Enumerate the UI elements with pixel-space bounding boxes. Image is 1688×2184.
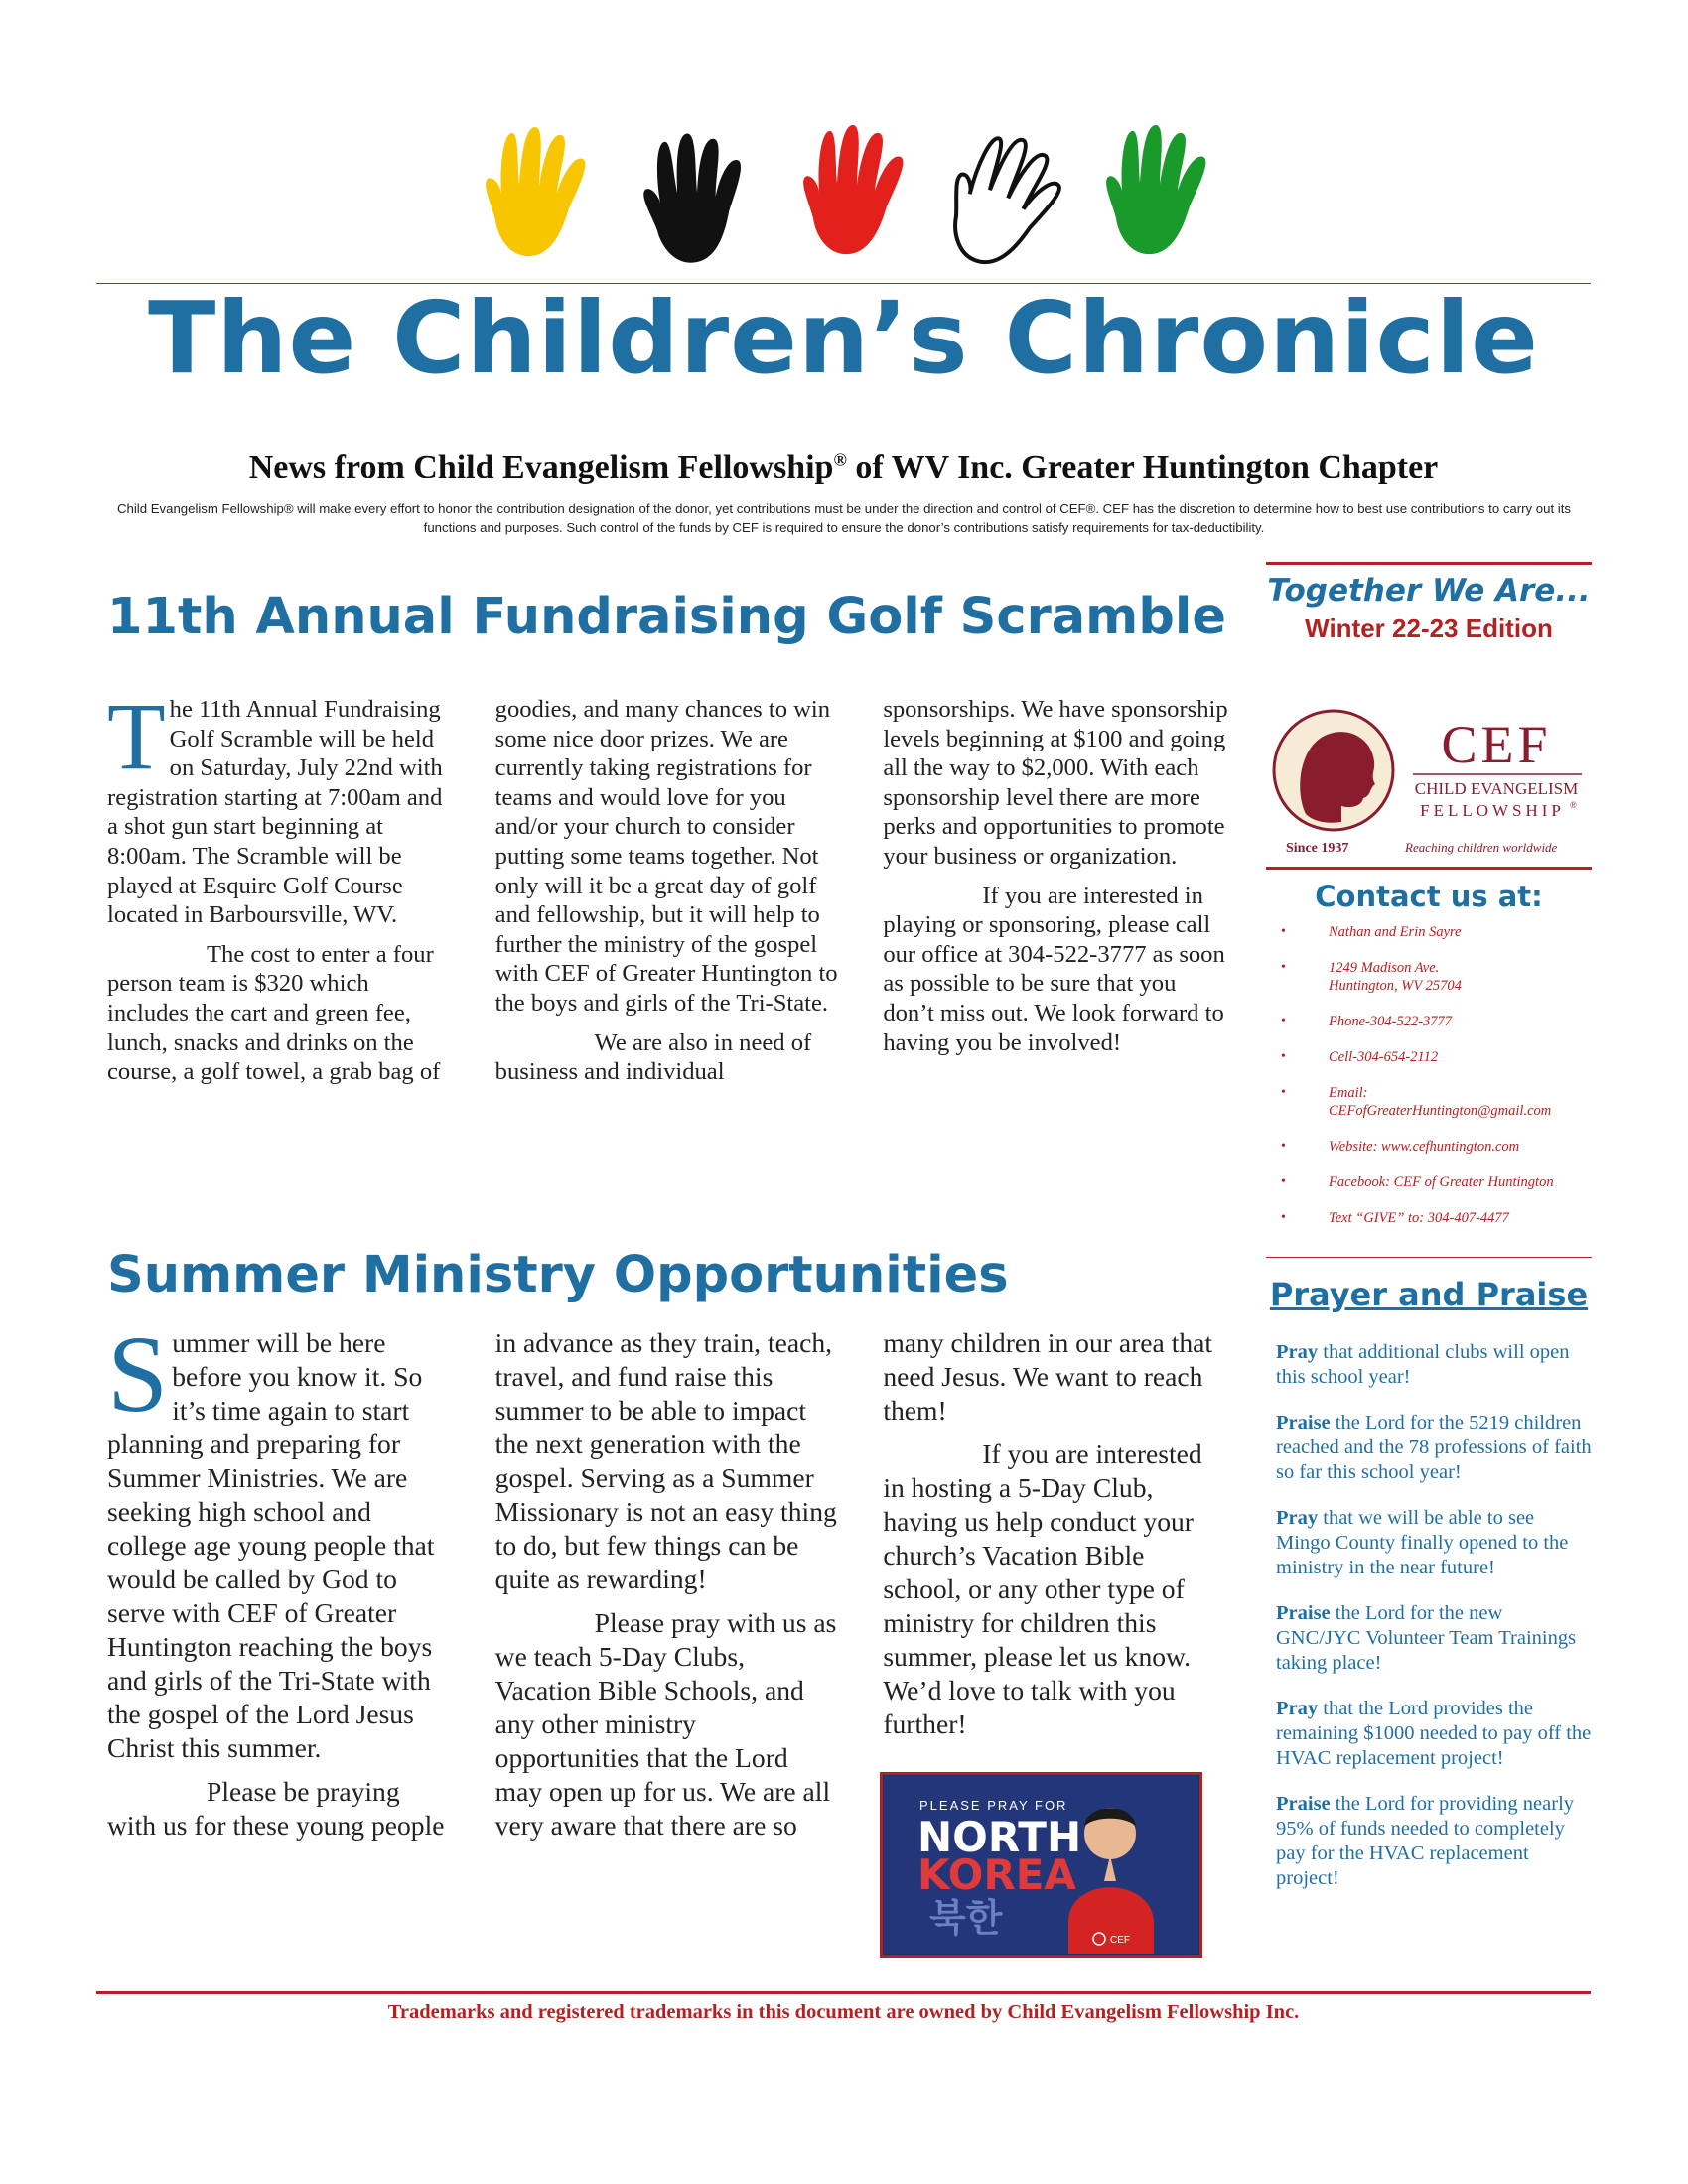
green-hand-icon [1106,125,1205,254]
logo-letters: CEF [1441,715,1552,774]
logo-rule [1266,867,1592,870]
prayer-praise-list [1276,1340,1592,1912]
contact-name: • Nathan and Erin Sayre [1281,923,1599,941]
golf-paragraph-4: If you are interested in playing or sponsoring, please call our office at 304-522-3777 as soon as possible to be sure that you don’t miss out. We look forward to having you be involved! [883,882,1225,1056]
golf-dropcap: T [107,683,166,789]
contact-cell: • Cell-304-654-2112 [1281,1048,1599,1066]
red-hand-icon [803,125,903,254]
trademark-footer: Trademarks and registered trademarks in this document are owned by Child Evangelism Fellowship Inc. [387,2001,1300,2023]
contact-email[interactable]: • Email: CEFofGreaterHuntington@gmail.com [1281,1084,1599,1120]
nk-badge: CEF [1110,1935,1130,1946]
sidebar-together: Together We Are... [1267,573,1591,609]
black-hand-icon [637,128,750,266]
donation-disclaimer: Child Evangelism Fellowship® will make every effort to honor the contribution designation of the donor, yet contributions must be under the direction and control of CEF®. CEF has the discretion to determine how to best use contributions to carry out its functions and purposes. Such control of the funds by CEF is required to ensure the donor’s contributions satisfy requirements for tax-deductibility. [117,501,1571,535]
contact-rule [1266,1257,1592,1258]
contact-phone: • Phone-304-522-3777 [1281,1013,1599,1030]
summer-paragraph-2: Please be praying with us for these young people in advance as they train, teach, travel, and fund raise this summer to be able to impact the next generation with the gospel. Serving as a Summer Missionary is not an easy thing to do, but few things can be quite as rewarding! [107,1327,837,1841]
masthead-subtitle: News from Child Evangelism Fellowship® of WV Inc. Greater Huntington Chapter [248,449,1439,485]
golf-paragraph-3: We are also in need of business and individual sponsorships. We have sponsorship levels beginning at $100 and going all the way to $2,000. With each sponsorship level there are more perks and opportunities to promote your business or organization. [494,696,1228,1086]
prayer-item: Pray that we will be able to see Mingo County finally opened to the ministry in the near future! [1276,1507,1569,1578]
nk-line1: PLEASE PRAY FOR [919,1798,1068,1813]
prayer-item: Praise the Lord for the 5219 children reached and the 78 professions of faith so far this school year! [1276,1412,1592,1483]
sidebar-top-rule [1266,562,1592,565]
nk-line3: KOREA [917,1850,1076,1899]
summer-paragraph-4: If you are interested in hosting a 5-Day Club, having us help conduct your church’s Vacation Bible school, or any other type of ministry for children this summer, please let us know. We’d love to talk with you further! [883,1438,1202,1739]
summer-paragraph-1: Summer will be here before you know it. So it’s time again to start planning and preparing for Summer Ministries. We are seeking high school and college age young people that would be called by God to serve with CEF of Greater Huntington reaching the boys and girls of the Tri-State with the gospel of the Lord Jesus Christ this summer. [107,1313,435,1763]
contact-website[interactable]: • Website: www.cefhuntington.com [1281,1138,1599,1156]
prayer-praise-title: Prayer and Praise [1269,1276,1589,1313]
logo-line2: FELLOWSHIP [1420,801,1565,820]
logo-line1: CHILD EVANGELISM [1414,779,1579,798]
golf-headline: 11th Annual Fundraising Golf Scramble [107,588,1226,646]
contact-address: • 1249 Madison Ave. Huntington, WV 25704 [1281,959,1599,995]
prayer-item: Praise the Lord for the new GNC/JYC Volunteer Team Trainings taking place! [1276,1602,1577,1674]
sidebar-edition: Winter 22-23 Edition [1305,614,1553,643]
footer-rule [96,1991,1591,1994]
masthead-title: The Children’s Chronicle [148,280,1539,396]
contact-list [1281,923,1599,1245]
logo-tagline: Reaching children worldwide [1405,840,1558,855]
golf-paragraph-1: The 11th Annual Fundraising Golf Scramble will be held on Saturday, July 22nd with registration starting at 7:00am and a shot gun start beginning at 8:00am. The Scramble will be played at Esquire Golf Course located in Barboursville, WV. [107,683,443,929]
nk-line2: NORTH [917,1813,1082,1861]
handprints-banner [467,117,1221,266]
contact-title: Contact us at: [1315,880,1543,913]
contact-text-give: • Text “GIVE” to: 304-407-4477 [1281,1209,1599,1227]
summer-dropcap: S [107,1313,169,1434]
golf-paragraph-2: The cost to enter a four person team is $320 which includes the cart and green fee, lunch, snacks and drinks on the course, a golf towel, a grab bag of goodies, and many chances to win some nice door prizes. We are currently taking registrations for teams and would love for you and/or your church to consider putting some teams together. Not only will it be a great day of golf and fellowship, but it will help to further the ministry of the gospel with CEF of Greater Huntington to the boys and girls of the Tri-State. [107,696,838,1086]
golf-article-body [107,683,1229,1161]
pray-for-north-korea-image [880,1772,1202,1958]
contact-facebook[interactable]: • Facebook: CEF of Greater Huntington [1281,1173,1599,1191]
logo-since: Since 1937 [1286,841,1349,856]
prayer-item: Pray that the Lord provides the remaining $1000 needed to pay off the HVAC replacement project! [1276,1698,1592,1769]
cef-logo [1266,695,1592,872]
prayer-item: Praise the Lord for providing nearly 95% of funds needed to completely pay for the HVAC replacement project! [1276,1793,1575,1889]
logo-reg: ® [1570,800,1577,810]
summer-headline: Summer Ministry Opportunities [107,1246,1009,1304]
yellow-hand-icon [486,127,585,256]
summer-paragraph-3: Please pray with us as we teach 5-Day Clubs, Vacation Bible Schools, and any other ministry opportunities that the Lord may open up for us. We are all very aware that there are so many children in our area that need Jesus. We want to reach them! [494,1327,1213,1841]
nk-korean: 북한 [929,1896,1003,1940]
prayer-item: Pray that additional clubs will open this school year! [1276,1341,1570,1388]
white-hand-icon [935,125,1070,266]
